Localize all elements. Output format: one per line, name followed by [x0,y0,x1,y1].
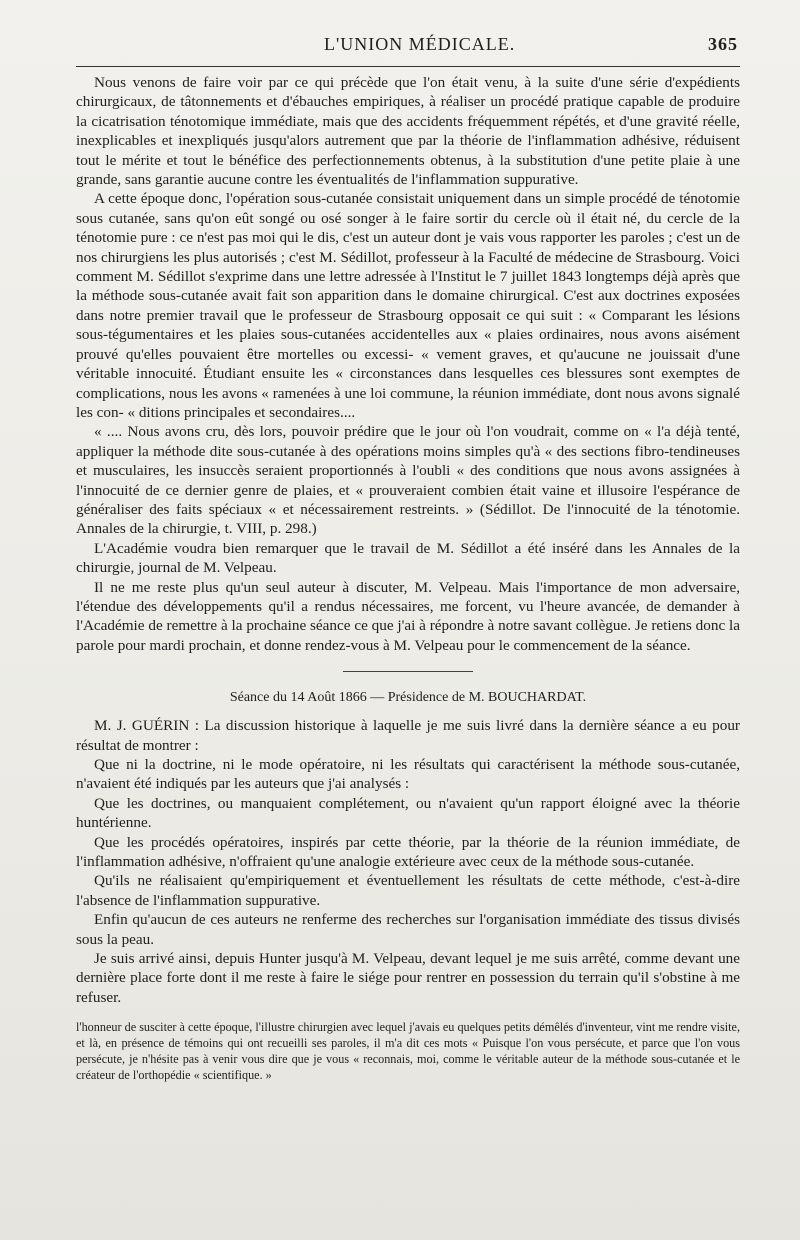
paragraph: M. J. GUÉRIN : La discussion historique à laquelle je me suis livré dans la dernière séance a eu pour résultat de montrer : [76,717,740,754]
footnote [76,1019,740,1083]
paragraph: Enfin qu'aucun de ces auteurs ne renferme des recherches sur l'organisation immédiate des tissus divisés sous la peau. [76,911,740,948]
journal-title: L'UNION MÉDICALE. [324,34,516,54]
paragraph: Il ne me reste plus qu'un seul auteur à discuter, M. Velpeau. Mais l'importance de mon adversaire, l'étendue des développements qu'il a rendus nécessaires, me forcent, vu l'heure avancée, de demander à l'Académie de remettre à la prochaine séance ce que j'ai à répondre à notre savant collègue. Je retiens donc la parole pour mardi prochain, et donne rendez-vous à M. Velpeau pour le commencement de la séance. [76,578,740,654]
article-body [76,73,740,655]
session-heading: Séance du 14 Août 1866 — Présidence de M. BOUCHARDAT. [229,690,587,706]
paragraph: Qu'ils ne réalisaient qu'empiriquement et éventuellement les résultats de cette méthode, c'est-à-dire l'absence de l'inflammation suppurative. [76,872,740,909]
paragraph: L'Académie voudra bien remarquer que le travail de M. Sédillot a été inséré dans les Annales de la chirurgie, journal de M. Velpeau. [76,539,740,577]
paragraph: Nous venons de faire voir par ce qui précède que l'on était venu, à la suite d'une série d'expédients chirurgicaux, de tâtonnements et d'ébauches empiriques, à réaliser un procédé pratique capable de produire la cicatrisation ténotomique immédiate, mais que des accidents fréquemment répétés, et d'une gravité réelle, inexplicables et inexpliqués jusqu'alors autrement que par la théorie de l'inflammation adhésive, réduisent tout le mérite et tout le bénéfice des perfectionnements obtenus, à la substitution d'une petite plaie à une grande, sans garantie aucune contre les éventualités de l'inflammation suppurative. [76,74,740,189]
paragraph: Je suis arrivé ainsi, depuis Hunter jusqu'à M. Velpeau, devant lequel je me suis arrêté, comme devant une dernière place forte dont il me reste à faire le siége pour rentrer en possession du terrain qu'il s'obstine à me refuser. [76,950,740,1006]
footnote-text: l'honneur de susciter à cette époque, l'illustre chirurgien avec lequel j'avais eu quelques petits démêlés d'inventeur, vint me rendre visite, et là, en présence de témoins qui ont recueilli ses paroles, il m'a dit ces mots « Puisque l'on vous persécute, et parce que l'on vous persécute, je n'hésite pas à venir vous dire que je vous « reconnais, moi, comme le véritable auteur de la méthode sous-cutanée et le créateur de l'orthopédie « scientifique. » [76,1020,740,1083]
paragraph: Que les doctrines, ou manquaient complétement, ou n'avaient qu'un rapport éloigné avec la théorie huntérienne. [76,794,740,832]
paragraph: Que ni la doctrine, ni le mode opératoire, ni les résultats qui caractérisent la méthode sous-cutanée, n'avaient été indiqués par les auteurs que j'ai analysés : [76,756,740,793]
section-divider [343,671,473,672]
paragraph: « .... Nous avons cru, dès lors, pouvoir prédire que le jour où l'on voudrait, comme on « l'a déjà tenté, appliquer la méthode dite sous-cutanée à des opérations moins simples qu'à « des sections fibro-tendineuses et musculaires, les insuccès seraient proportionnés à l'oubli « des conditions que nous avons assignées à l'innocuité de ce dernier genre de plaies, et « prouveraient combien était vaine et illusoire l'espérance de généraliser des faits spéciaux « et nécessairement restreints. » (Sédillot. De l'innocuité de la ténotomie. Annales de la chirurgie, t. VIII, p. 298.) [76,423,740,538]
header-rule [76,66,740,67]
page-header [76,32,740,58]
page-number: 365 [708,34,738,54]
paragraph: Que les procédés opératoires, inspirés par cette théorie, par la théorie de la réunion immédiate, de l'inflammation adhésive, n'offraient qu'une analogie extérieure avec ceux de la méthode sous-cutanée. [76,833,740,871]
paragraph: A cette époque donc, l'opération sous-cutanée consistait uniquement dans un simple procédé de ténotomie sous cutanée, sans qu'on eût songé ou osé songer à le faire sortir du cercle où il était né, du cercle de la ténotomie pure : ce n'est pas moi qui le dis, c'est un auteur dont je vais vous rapporter les paroles ; c'est un de nos chirurgiens les plus autorisés ; c'est M. Sédillot, professeur à la Faculté de médecine de Strasbourg. Voici comment M. Sédillot s'exprime dans une lettre adressée à l'Institut le 7 juillet 1843 longtemps déjà après que la méthode sous-cutanée avait fait son apparition dans le domaine chirurgical. C'est aux doctrines exposées dans notre premier travail que le professeur de Strasbourg opposait ce qui suit : « Comparant les lésions sous-tégumentaires et les plaies sous-cutanées accidentelles aux « plaies ordinaires, nous avons aisément prouvé qu'elles pouvaient être mortelles ou excessi- « vement graves, et qu'aucune ne jouissait d'une véritable innocuité. Étudiant ensuite les « circonstances dans lesquelles ces blessures sont exemptes de complications, nous les avons « ramenées à une loi commune, la réunion immédiate, dont nous avons signalé les con- « ditions principales et secondaires.... [76,190,740,421]
session-body [76,716,740,1007]
